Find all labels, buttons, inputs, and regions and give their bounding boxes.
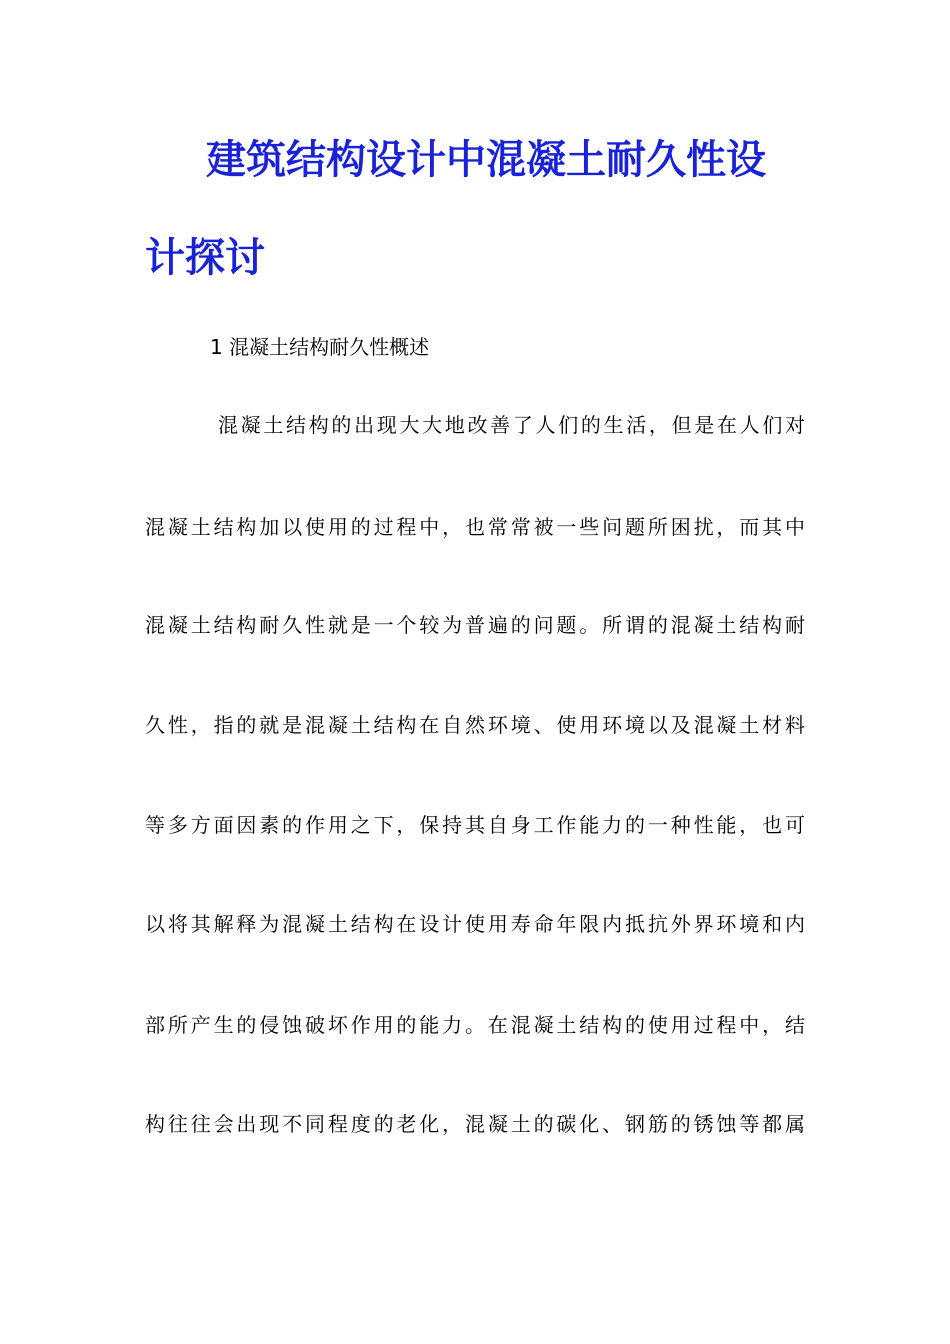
paragraph-line-5: 等多方面因素的作用之下，保持其自身工作能力的一种性能，也可 (145, 813, 805, 837)
document-title-line-1: 建筑结构设计中混凝土耐久性设 (206, 136, 766, 183)
paragraph-line-6: 以将其解释为混凝土结构在设计使用寿命年限内抵抗外界环境和内 (145, 912, 805, 936)
paragraph-line-8: 构往往会出现不同程度的老化，混凝土的碳化、钢筋的锈蚀等都属 (145, 1112, 805, 1136)
section-heading: 1 混凝土结构耐久性概述 (210, 335, 430, 359)
document-title-line-2: 计探讨 (145, 234, 265, 281)
paragraph-line-3: 混凝土结构耐久性就是一个较为普遍的问题。所谓的混凝土结构耐 (145, 613, 805, 637)
paragraph-line-7: 部所产生的侵蚀破坏作用的能力。在混凝土结构的使用过程中，结 (145, 1013, 805, 1037)
paragraph-line-4: 久性，指的就是混凝土结构在自然环境、使用环境以及混凝土材料 (145, 713, 805, 737)
paragraph-line-2: 混凝土结构加以使用的过程中，也常常被一些问题所困扰，而其中 (145, 515, 805, 539)
paragraph-line-1: 混凝土结构的出现大大地改善了人们的生活，但是在人们对 (218, 413, 805, 437)
